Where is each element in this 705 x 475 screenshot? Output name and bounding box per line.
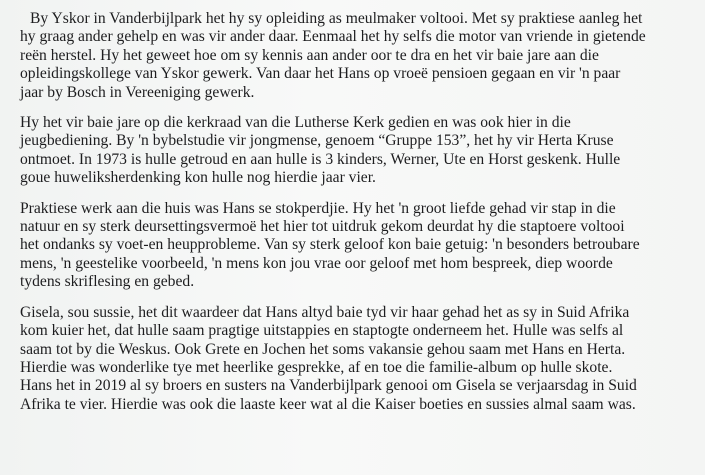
text-line: jeugbediening. By 'n bybelstudie vir jongmense, genoem “Gruppe 153”, het hy vir Herta Kruse [20, 132, 614, 150]
text-line: Hans het in 2019 al sy broers en susters na Vanderbijlpark genooi om Gisela se verjaarsdag in Suid [20, 377, 637, 395]
text-line: Gisela, sou sussie, het dit waardeer dat Hans altyd baie tyd vir haar gehad het as sy in Suid Afrika [20, 303, 630, 321]
text-line: opleidingskollege van Yskor gewerk. Van daar het Hans op vroeë pensioen gegaan en vir 'n paar [20, 65, 621, 83]
text-line: mens, 'n geestelike voorbeeld, 'n mens kon jou vrae oor geloof met hom bespreek, diep woorde [20, 254, 613, 272]
text-line: Hy het vir baie jare op die kerkraad van die Lutherse Kerk gedien en was ook hier in die [20, 114, 571, 132]
paragraph-1 [20, 10, 700, 102]
text-line: kom kuier het, dat hulle saam pragtige uitstappies en staptogte onderneem het. Hulle was selfs al [20, 322, 624, 340]
paragraph-3 [20, 200, 700, 292]
text-line: hy graag ander gehelp en was vir ander daar. Eenmaal het hy selfs die motor van vriende in gietende [20, 28, 646, 46]
text-line: tydens skriflesing en gebed. [20, 273, 195, 291]
text-line: Praktiese werk aan die huis was Hans se stokperdjie. Hy het 'n groot liefde gehad vir stap in die [20, 199, 616, 217]
document-body [20, 10, 700, 426]
text-line: goue huweliksherdenking kon hulle nog hierdie jaar vier. [20, 169, 376, 187]
text-line: saam tot by die Weskus. Ook Grete en Jochen het soms vakansie gehou saam met Hans en Herta. [20, 340, 626, 358]
text-line: Hierdie was wonderlike tye met heerlike gesprekke, af en toe die familie-album op hulle skote. [20, 358, 613, 376]
text-line: ontmoet. In 1973 is hulle getroud en aan hulle is 3 kinders, Werner, Ute en Horst geskenk. Hulle [20, 150, 621, 168]
paragraph-4 [20, 304, 700, 414]
text-line: By Yskor in Vanderbijlpark het hy sy opleiding as meulmaker voltooi. Met sy praktiese aanleg het [30, 10, 643, 27]
paragraph-2 [20, 114, 700, 188]
text-line: natuur en sy sterk deursettingsvermoë het hier tot uitdruk gekom deurdat hy die staptoere voltooi [20, 218, 625, 236]
text-line: jaar by Bosch in Vereeniging gewerk. [20, 83, 255, 101]
text-line: Afrika te vier. Hierdie was ook die laaste keer wat al die Kaiser boeties en sussies almal saam was. [20, 395, 636, 413]
text-line: reën herstel. Hy het geweet hoe om sy kennis aan ander oor te dra en het vir baie jare aan die [20, 46, 599, 64]
text-line: het ondanks sy voet-en heupprobleme. Van sy sterk geloof kon baie getuig: 'n besonders betroubare [20, 236, 640, 254]
